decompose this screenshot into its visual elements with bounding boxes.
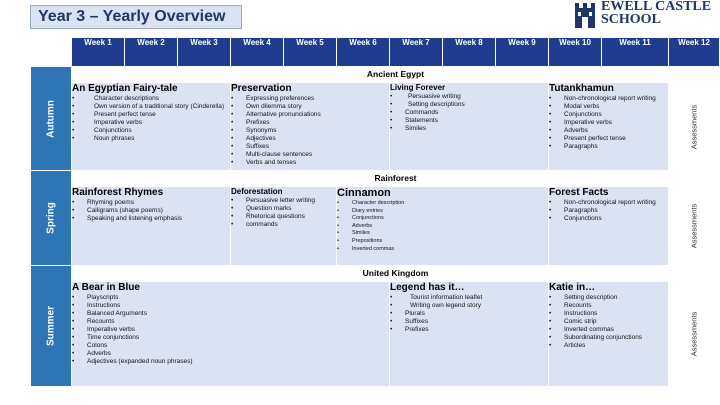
list-item: • Present perfect tense [72,111,230,119]
list-item: • Suffixes [390,318,548,326]
list-item: • Inverted commas [549,326,668,334]
unit-title: Preservation [231,83,292,94]
list-item: • Rhetorical questions [231,213,336,221]
week-header: Week 12 [669,38,720,67]
unit-title: Rainforest Rhymes [72,187,164,198]
summer-content-row [31,282,720,387]
theme-united-kingdom: United Kingdom [72,266,720,282]
list-item: • Recounts [549,302,668,310]
season-spring: Spring [31,171,72,266]
assessments-spring: Assessments [669,187,720,266]
unit-title: Living Forever [390,83,446,92]
unit-deforestation [231,187,337,266]
list-item: • Character descriptions [72,95,230,103]
list-item: • Diary entries [337,208,548,216]
list-item: • Character description [337,200,548,208]
assessments-summer: Assessments [669,282,720,387]
unit-title: An Egyptian Fairy-tale [72,83,178,94]
list-item: • Playscripts [72,294,389,302]
list-item: • Time conjunctions [72,334,389,342]
unit-bear-in-blue [72,282,390,387]
list-item: • commands [231,221,336,229]
list-item: • Synonyms [231,127,389,135]
week-header: Week 7 [390,38,443,67]
summer-theme-row [31,266,720,282]
autumn-content-row [31,83,720,171]
list-item: • Conjunctions [72,127,230,135]
castle-crest-icon [573,0,597,30]
week-header: Week 1 [72,38,125,67]
list-item: • Conjunctions [337,215,548,223]
list-item: • Inverted commas [337,246,548,254]
list-item: • Rhyming poems [72,199,230,207]
corner-cell [31,38,72,67]
list-item: • Non-chronological report writing [549,95,668,103]
list-item: • Persuasive writing [390,93,548,101]
theme-rainforest: Rainforest [72,171,720,187]
unit-title: Katie in… [549,282,596,293]
list-item: • Prefixes [231,119,389,127]
season-summer: Summer [31,266,72,387]
list-item: • Adjectives [231,135,389,143]
list-item: • Speaking and listening emphasis [72,215,230,223]
overview-table [30,37,720,387]
list-item: • Articles [549,342,668,350]
spring-content-row [31,187,720,266]
list-item: • Setting description [549,294,668,302]
week-header: Week 11 [602,38,669,67]
list-item: • Conjunctions [549,215,668,223]
list-item: • Imperative verbs [72,119,230,127]
list-item: • Multi-clause sentences [231,151,389,159]
list-item: • Expressing preferences [231,95,389,103]
list-item: • Comic strip [549,318,668,326]
list-item: • Paragraphs [549,207,668,215]
unit-title: Deforestation [231,187,283,196]
list-item: • Instructions [549,310,668,318]
list-item: • Colons [72,342,389,350]
list-item: • Tourist information leaflet [390,294,548,302]
spring-theme-row [31,171,720,187]
list-item: • Similes [337,230,548,238]
list-item: • Own dilemma story [231,103,389,111]
week-header: Week 9 [496,38,549,67]
list-item: • Non-chronological report writing [549,199,668,207]
page-title: Year 3 – Yearly Overview [30,5,242,29]
unit-rainforest-rhymes [72,187,231,266]
theme-ancient-egypt: Ancient Egypt [72,67,720,83]
week-header: Week 5 [284,38,337,67]
unit-title: Forest Facts [549,187,609,198]
week-header: Week 3 [178,38,231,67]
season-autumn: Autumn [31,67,72,171]
list-item: • Writing own legend story [390,302,548,310]
week-header: Week 2 [125,38,178,67]
list-item: • Imperative verbs [72,326,389,334]
unit-cinnamon [337,187,549,266]
week-header: Week 6 [337,38,390,67]
list-item: • Calligrams (shape poems) [72,207,230,215]
unit-title: A Bear in Blue [72,282,140,293]
list-item: • Persuasive letter writing [231,197,336,205]
list-item: • Recounts [72,318,389,326]
list-item: • Setting descriptions [390,101,548,109]
list-item: • Modal verbs [549,103,668,111]
unit-title: Legend has it… [390,282,465,293]
unit-preservation [231,83,390,171]
list-item: • Prepositions [337,238,548,246]
list-item: • Subordinating conjunctions [549,334,668,342]
list-item: • Question marks [231,205,336,213]
list-item: • Plurals [390,310,548,318]
list-item: • Statements [390,117,548,125]
week-header: Week 10 [549,38,602,67]
list-item: • Own version of a traditional story (Cinderella) [72,103,230,111]
list-item: • Imperative verbs [549,119,668,127]
unit-forest-facts [549,187,669,266]
logo-line-1: EWELL CASTLE [601,0,712,14]
autumn-theme-row [31,67,720,83]
list-item: • Paragraphs [549,143,668,151]
list-item: • Suffixes [231,143,389,151]
list-item: • Adverbs [72,350,389,358]
week-header: Week 8 [443,38,496,67]
week-header-row [31,38,720,67]
list-item: • Prefixes [390,326,548,334]
list-item: • Adjectives (expanded noun phrases) [72,358,389,366]
unit-tutankhamun [549,83,669,171]
logo-line-2: SCHOOL [601,12,661,27]
list-item: • Verbs and tenses [231,159,389,167]
list-item: • Alternative pronunciations [231,111,389,119]
list-item: • Adverbs [549,127,668,135]
list-item: • Similes [390,125,548,133]
list-item: • Commands [390,109,548,117]
unit-living-forever [390,83,549,171]
list-item: • Adverbs [337,223,548,231]
unit-katie-in [549,282,669,387]
unit-title: Cinnamon [337,187,391,199]
unit-egyptian-fairy-tale [72,83,231,171]
assessments-autumn: Assessments [669,83,720,171]
list-item: • Instructions [72,302,389,310]
list-item: • Balanced Arguments [72,310,389,318]
unit-title: Tutankhamun [549,83,614,94]
list-item: • Noun phrases [72,135,230,143]
list-item: • Present perfect tense [549,135,668,143]
list-item: • Conjunctions [549,111,668,119]
week-header: Week 4 [231,38,284,67]
unit-legend-has-it [390,282,549,387]
